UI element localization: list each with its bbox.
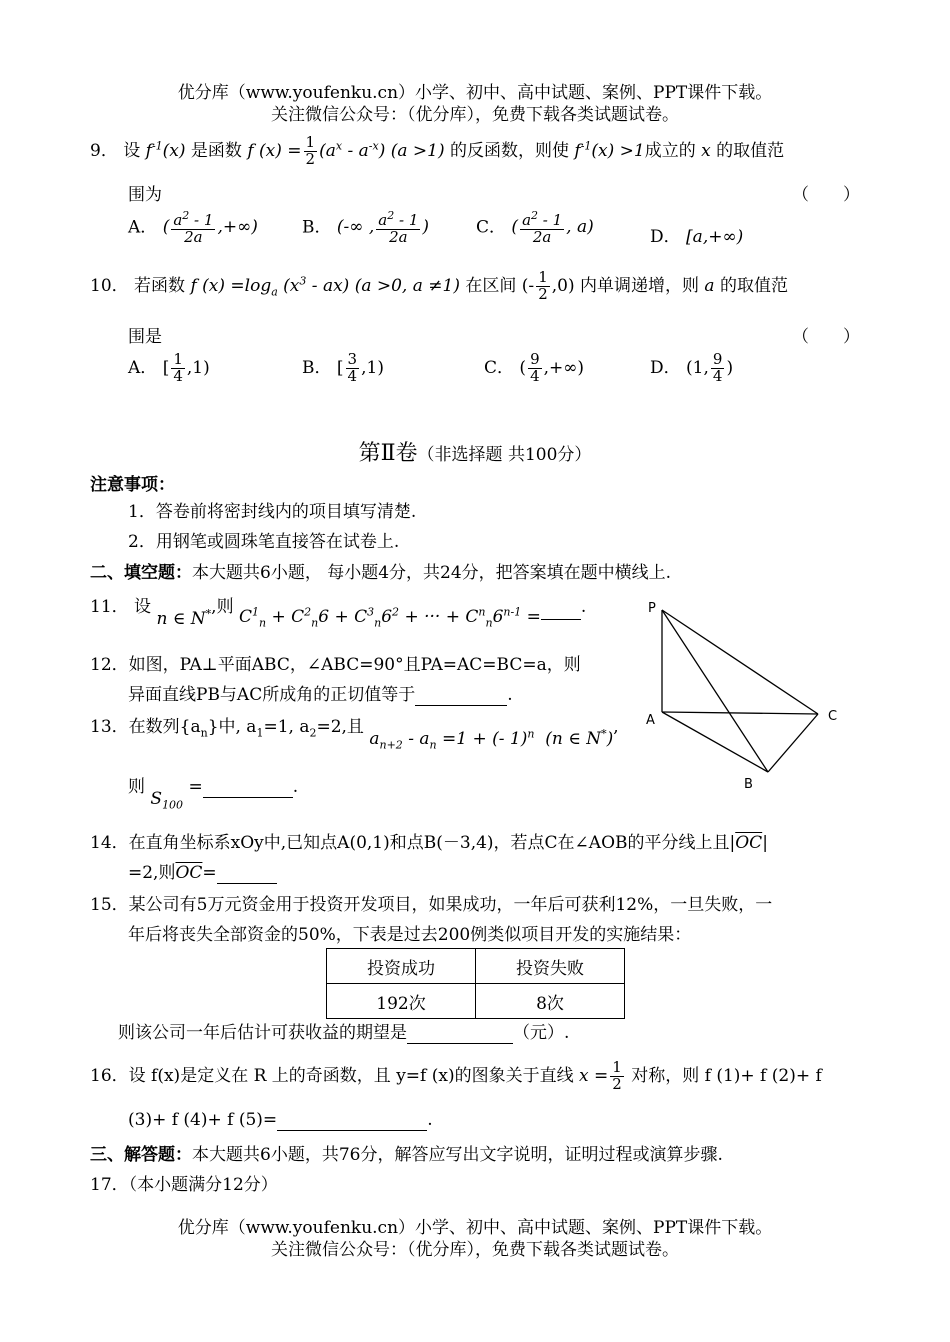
question-number: 13． xyxy=(90,717,129,737)
q9-option-c xyxy=(476,210,594,246)
option-a-value: [ $\frac{1}{4}$ ,1) xyxy=(162,350,210,385)
table-header-failure: 投资失败 xyxy=(476,949,625,984)
q9-ineq: $f^{-1}(x) >1$ xyxy=(574,139,645,161)
q16-line-1b: 对称，则 f (1)+ f (2)+ f xyxy=(631,1065,822,1086)
question-number: 10． xyxy=(90,275,129,296)
q17-text: （本小题满分12分） xyxy=(128,1175,278,1195)
q11-text-1: 设 xyxy=(134,597,152,617)
q14-vector-oc: $\overline{OC}$ xyxy=(735,833,763,853)
question-number: 15． xyxy=(90,895,129,915)
q13-s100: $S_{100}$ xyxy=(150,789,184,812)
table-cell-success-count: 192次 xyxy=(327,984,476,1019)
q10-option-a xyxy=(128,352,210,385)
option-a-label: A． xyxy=(128,357,158,378)
q9-text-4: 成立的 xyxy=(644,140,696,161)
q11-answer-blank[interactable] xyxy=(541,619,581,620)
q16-line-2 xyxy=(128,1110,433,1131)
q9-finv-x: $f^{-1}(x)$ xyxy=(145,139,186,161)
footer-line-1: 优分库（www.youfenku.cn）小学、初中、高中试题、案例、PPT课件下载。 xyxy=(177,1218,773,1238)
q9-options xyxy=(128,210,258,246)
part-2-title: 第Ⅱ卷 xyxy=(358,441,418,466)
q10-option-b xyxy=(302,352,384,385)
question-number: 17． xyxy=(90,1175,129,1195)
q9-var-x: x xyxy=(695,140,717,161)
q13-recurrence: $a_{n+2} - a_n =1$ + (- 1)$^n$ (n ∈ N*) xyxy=(369,727,614,752)
q10-option-c xyxy=(484,352,584,385)
q9-line-2: 围为 xyxy=(128,185,162,205)
q14-line-2b: = xyxy=(202,863,217,883)
option-c-label: C． xyxy=(476,217,507,238)
q16-line-equation: x = $\frac{1}{2}$ xyxy=(579,1058,622,1093)
q14-line-1b: | xyxy=(762,833,768,853)
q11-sum: $C^1_n + C^2_n6 + C^3_n6^2$ + ··· + $C^n_n6^{n-1}$ = xyxy=(238,605,541,630)
solve-section-desc: 本大题共6小题，共76分，解答应写出文字说明，证明过程或演算步骤. xyxy=(192,1145,723,1165)
question-10 xyxy=(90,270,788,303)
table-header-row xyxy=(327,949,625,984)
q9-text-1: 设 xyxy=(123,140,141,161)
notes-title: 注意事项： xyxy=(90,475,175,495)
q15-answer-blank[interactable] xyxy=(407,1023,513,1044)
fill-section-title: 二、填空题： xyxy=(90,563,192,583)
q10-interval: (- $\frac{1}{2}$ ,0) xyxy=(521,268,575,303)
q15-line-1: 某公司有5万元资金用于投资开发项目，如果成功，一年后可获利12%，一旦失败，一 xyxy=(128,895,773,915)
option-d-value: (1, $\frac{9}{4}$ ) xyxy=(686,350,734,385)
q9-fx-def: f (x) = $\frac{1}{2}$ $(a^x - a^{-x})$ (a >1) xyxy=(247,133,445,168)
question-number: 9． xyxy=(90,140,118,161)
question-14 xyxy=(90,828,768,853)
option-d-label: D． xyxy=(650,227,681,247)
q15-line-3 xyxy=(118,1018,569,1044)
q10-text-1: 若函数 xyxy=(134,275,186,296)
option-d-value: [a,+∞) xyxy=(686,227,744,247)
q10-text-4: 的取值范 xyxy=(719,275,788,296)
question-number: 11． xyxy=(90,597,129,617)
header-line-1: 优分库（www.youfenku.cn）小学、初中、高中试题、案例、PPT课件下载。 xyxy=(177,83,773,103)
q12-answer-blank[interactable] xyxy=(415,685,507,706)
notes-item-2: 2．用钢笔或圆珠笔直接答在试卷上. xyxy=(128,532,400,552)
option-b-label: B． xyxy=(302,357,332,378)
q12-end: . xyxy=(507,685,513,705)
q10-answer-paren: （ ） xyxy=(792,327,860,347)
q11-end: . xyxy=(580,597,587,617)
edge-ac xyxy=(662,712,818,714)
q9-answer-paren: （ ） xyxy=(792,185,860,205)
option-d-label: D． xyxy=(650,357,681,378)
q14-line-2a: =2,则 xyxy=(128,863,176,883)
q13-answer-blank[interactable] xyxy=(203,777,293,798)
q10-line-2: 围是 xyxy=(128,327,162,347)
q16-answer-blank[interactable] xyxy=(277,1110,427,1131)
option-c-value: ( $\frac{a^2 - 1}{2a}$ , a) xyxy=(511,209,594,246)
question-11 xyxy=(90,592,587,630)
option-b-value: [ $\frac{3}{4}$ ,1) xyxy=(336,350,384,385)
q13-text-4: =2,且 xyxy=(316,717,364,737)
header-line-2: 关注微信公众号：（优分库），免费下载各类试题试卷。 xyxy=(271,105,679,125)
edge-pb xyxy=(662,610,768,772)
table-row xyxy=(327,984,625,1019)
solve-section-title: 三、解答题： xyxy=(90,1145,192,1165)
part-2-heading xyxy=(0,436,950,467)
q13-text-3: =1, a xyxy=(263,717,310,737)
q16-line-2b: . xyxy=(427,1110,433,1130)
edge-bc xyxy=(768,714,818,772)
q13-line-2: 则 $S_{100}$ = . xyxy=(128,777,299,812)
option-b-label: B． xyxy=(302,217,332,238)
footer-line-2: 关注微信公众号：（优分库），免费下载各类试题试卷。 xyxy=(271,1240,679,1260)
option-a-label: A． xyxy=(128,217,158,238)
option-b-value: (-∞ , $\frac{a^2 - 1}{2a}$ ) xyxy=(336,209,430,246)
q9-option-b xyxy=(302,210,429,246)
q14-line-1: 在直角坐标系xOy中,已知点A(0,1)和点B(－3,4)，若点C在∠AOB的平分线上且| xyxy=(128,833,736,853)
question-number: 12． xyxy=(90,655,129,675)
q15-line-3a: 则该公司一年后估计可获收益的期望是 xyxy=(118,1023,407,1043)
geometry-figure xyxy=(640,598,852,796)
q13-end: . xyxy=(292,777,299,797)
q9-option-d xyxy=(650,222,743,247)
q12-line-2 xyxy=(128,680,513,706)
q14-answer-blank[interactable] xyxy=(217,863,277,884)
point-a-label: A xyxy=(646,713,655,728)
question-9 xyxy=(90,135,784,168)
q14-vector-oc-2: $\overline{OC}$ xyxy=(175,863,203,883)
q12-line-1: 如图，PA⊥平面ABC，∠ABC=90°且PA=AC=BC=a，则 xyxy=(128,655,581,675)
results-table xyxy=(326,948,625,1019)
q10-var-a: a xyxy=(699,275,720,296)
q15-line-2: 年后将丧失全部资金的50%，下表是过去200例类似项目开发的实施结果： xyxy=(128,925,692,945)
solve-section-heading xyxy=(90,1140,723,1165)
q10-text-2: 在区间 xyxy=(465,275,517,296)
q10-option-d xyxy=(650,352,733,385)
option-a-value: ( $\frac{a^2 - 1}{2a}$ ,+∞) xyxy=(162,209,258,246)
question-17 xyxy=(90,1170,278,1195)
point-b-label: B xyxy=(744,777,753,792)
q9-text-5: 的取值范 xyxy=(716,140,785,161)
question-number: 16． xyxy=(90,1065,129,1086)
q16-line-2a: (3)+ f (4)+ f (5)= xyxy=(128,1110,278,1130)
option-c-value: ( $\frac{9}{4}$ ,+∞) xyxy=(519,350,585,385)
table-header-success: 投资成功 xyxy=(327,949,476,984)
q16-line-1a: 设 f(x)是定义在 R 上的奇函数，且 y=f (x)的图象关于直线 xyxy=(128,1065,574,1086)
q9-text-3: 的反函数，则使 xyxy=(450,140,569,161)
q9-text-2: 是函数 xyxy=(190,140,242,161)
question-number: 14． xyxy=(90,833,129,853)
point-c-label: C xyxy=(828,709,838,724)
notes-item-1: 1．答卷前将密封线内的项目填写清楚. xyxy=(128,502,417,522)
q12-line-2-text: 异面直线PB与AC所成角的正切值等于 xyxy=(128,685,416,705)
question-16 xyxy=(90,1060,822,1093)
q13-text-2: }中, a xyxy=(207,717,257,737)
q10-text-3: 内单调递增，则 xyxy=(580,275,699,296)
fill-section-heading xyxy=(90,558,671,583)
edge-ab xyxy=(662,712,768,772)
q11-n-set: n ∈ N* xyxy=(156,607,212,629)
question-15 xyxy=(90,890,772,915)
point-p-label: P xyxy=(648,601,656,616)
table-cell-failure-count: 8次 xyxy=(476,984,625,1019)
q13-then: 则 xyxy=(128,777,145,797)
q15-line-3b: （元）. xyxy=(513,1023,570,1043)
q10-function: f $(x) =\log_a$ $(x^3 - ax)$ (a >0, a ≠1) xyxy=(190,274,460,299)
q14-line-2 xyxy=(128,858,277,884)
fill-section-desc: 本大题共6小题， 每小题4分，共24分，把答案填在题中横线上. xyxy=(192,563,672,583)
edge-pc xyxy=(662,610,818,714)
question-13: 13．在数列$\{a_n\}$中, $a_1=1$, $a_2=2$,且 $a_{n+2} - a_n =1$ + (- 1)$^n$ (n ∈ N*), xyxy=(90,717,619,752)
q11-text-2: ,则 xyxy=(211,597,234,617)
question-12 xyxy=(90,650,581,675)
q13-text-1: 在数列{a xyxy=(128,717,201,737)
part-2-subtitle: （非选择题 共100分） xyxy=(417,445,592,465)
option-c-label: C． xyxy=(484,357,515,378)
